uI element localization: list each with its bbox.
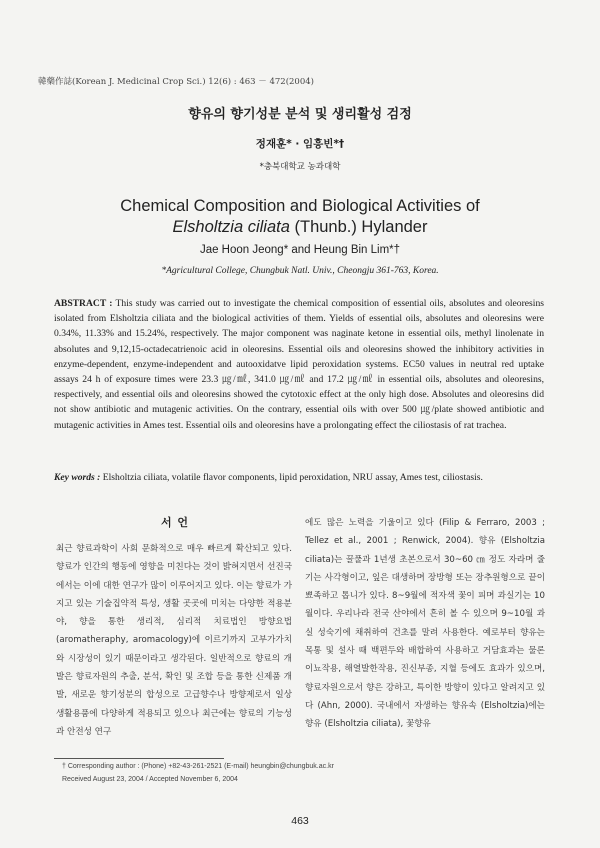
abstract-text: This study was carried out to investigate the chemical composition of essential oils, absolutes and oleoresins isolated from Elsholtzia ciliata and the biological activities of them. Yields of essential oils, absolutes and oleoresins were 0.34%, 11.33% and 15.24%, respectively. The major component was naginate ketone in essential oils, methyl linolenate in absolutes and 9,12,15-octadecatrienoic acid in oleoresins. Essential oils and oleoresins showed the inhibitory activities in enzyme-dependent, enzyme-independent and autooxidatve lipid peroxidation systems. EC50 values in neutral red uptake assays 24 h of exposure times were 23.3 ㎍/㎖, 341.0 ㎍/㎖ and 17.2 ㎍/㎖ in essential oils, absolutes and oleoresins, respectively, and essential oils and oleoresins showed the cytotoxic effect at the only high dose. Absolutes and oleoresins did not show antibiotic and mutagenic activities. On the contrary, essential oils with over 500 ㎍/plate showed antibiotic and mutagenic activities in Ames test. Essential oils and oleoresins have a prolongating effect the ciliostasis of rat trachea.: [54, 298, 544, 431]
intro-column-right: 에도 많은 노력을 기울이고 있다 (Filip & Ferraro, 2003 ; Tellez et al., 2001 ; Renwick, 2004). 향유 (Elsholtzia ciliata)는 꿀풀과 1년생 초본으로서 30~60 ㎝ 정도 자라며 줄기는 사각형이고, 잎은 대생하며 장방형 또는 장추원형으로 끝이 뾰족하고 톱니가 있다. 8~9월에 적자색 꽃이 피며 과실기는 10월이다. 우리나라 전국 산야에서 흔히 볼 수 있으며 9~10월 과실 성숙기에 채취하여 건초를 말려 사용한다. 예로부터 향유는 목통 및 설사 때 백편두와 배합하여 사용하고 거담효과는 물론 이뇨작용, 해열발한작용, 진신부종, 지혈 등에도 효과가 있으며, 향료자원으로서 향은 강하고, 특이한 방향이 있다고 알려지고 있다 (Ahn, 2000). 국내에서 자생하는 향유속 (Elsholtzia)에는 향유 (Elsholtzia ciliata), 꽃향유: [305, 518, 545, 730]
footnote-corresponding-author: † Corresponding author : (Phone) +82-43-261-2521 (E-mail) heungbin@chungbuk.ac.kr: [62, 763, 334, 770]
english-authors: Jae Hoon Jeong* and Heung Bin Lim*†: [199, 244, 401, 256]
section-heading-introduction: 서 언: [160, 516, 190, 529]
keywords-text: Elsholtzia ciliata, volatile flavor components, lipid peroxidation, NRU assay, Ames test, ciliostasis.: [102, 472, 483, 483]
english-title-line2: [0, 217, 600, 238]
english-affiliation: *Agricultural College, Chungbuk Natl. Univ., Cheongju 361-763, Korea.: [161, 266, 439, 276]
footnote-divider: [54, 758, 224, 759]
abstract: [54, 296, 544, 433]
korean-title: 향유의 향기성분 분석 및 생리활성 검정: [188, 107, 412, 122]
footnote-received-date: Received August 23, 2004 / Accepted November 6, 2004: [62, 776, 238, 783]
keywords-label: Key words :: [54, 472, 101, 483]
english-title-line1: Chemical Composition and Biological Activities of: [120, 197, 480, 215]
korean-authors: 정재훈* · 임흥빈*†: [255, 138, 345, 150]
intro-column-left: 최근 향료과학이 사회 문화적으로 매우 빠르게 확산되고 있다. 향료가 인간의 행동에 영향을 미친다는 것이 밝혀지면서 선진국에서는 이에 대한 연구가 많이 이루어지고 있다. 이는 향료가 가지고 있는 기술집약적 특성, 생활 곳곳에 미치는 다양한 적용분야, 향을 통한 생리적, 심리적 치료법인 방향요법 (aromatheraphy, aromacology)에 이르기까지 고부가가치와 시장성이 있기 때문이라고 생각된다. 일반적으로 향료의 개발은 향료자원의 추출, 분석, 확인 및 조합 등을 통한 신제품 개발, 새로운 향기성분의 합성으로 고급향수나 방향제로서 일상 생활용품에 다양하게 적용되고 있으나 최근에는 향료의 기능성과 안전성 연구: [56, 544, 292, 737]
english-title: [0, 196, 600, 238]
journal-citation: 韓藥作誌(Korean J. Medicinal Crop Sci.) 12(6) : 463 － 472(2004): [38, 77, 314, 87]
english-title-authority: (Thunb.) Hylander: [289, 218, 428, 236]
english-title-species: Elsholtzia ciliata: [172, 218, 290, 236]
keywords: [54, 471, 544, 485]
page-number: 463: [291, 815, 309, 827]
korean-affiliation: *충북대학교 농과대학: [259, 162, 341, 172]
abstract-label: ABSTRACT :: [54, 298, 113, 309]
